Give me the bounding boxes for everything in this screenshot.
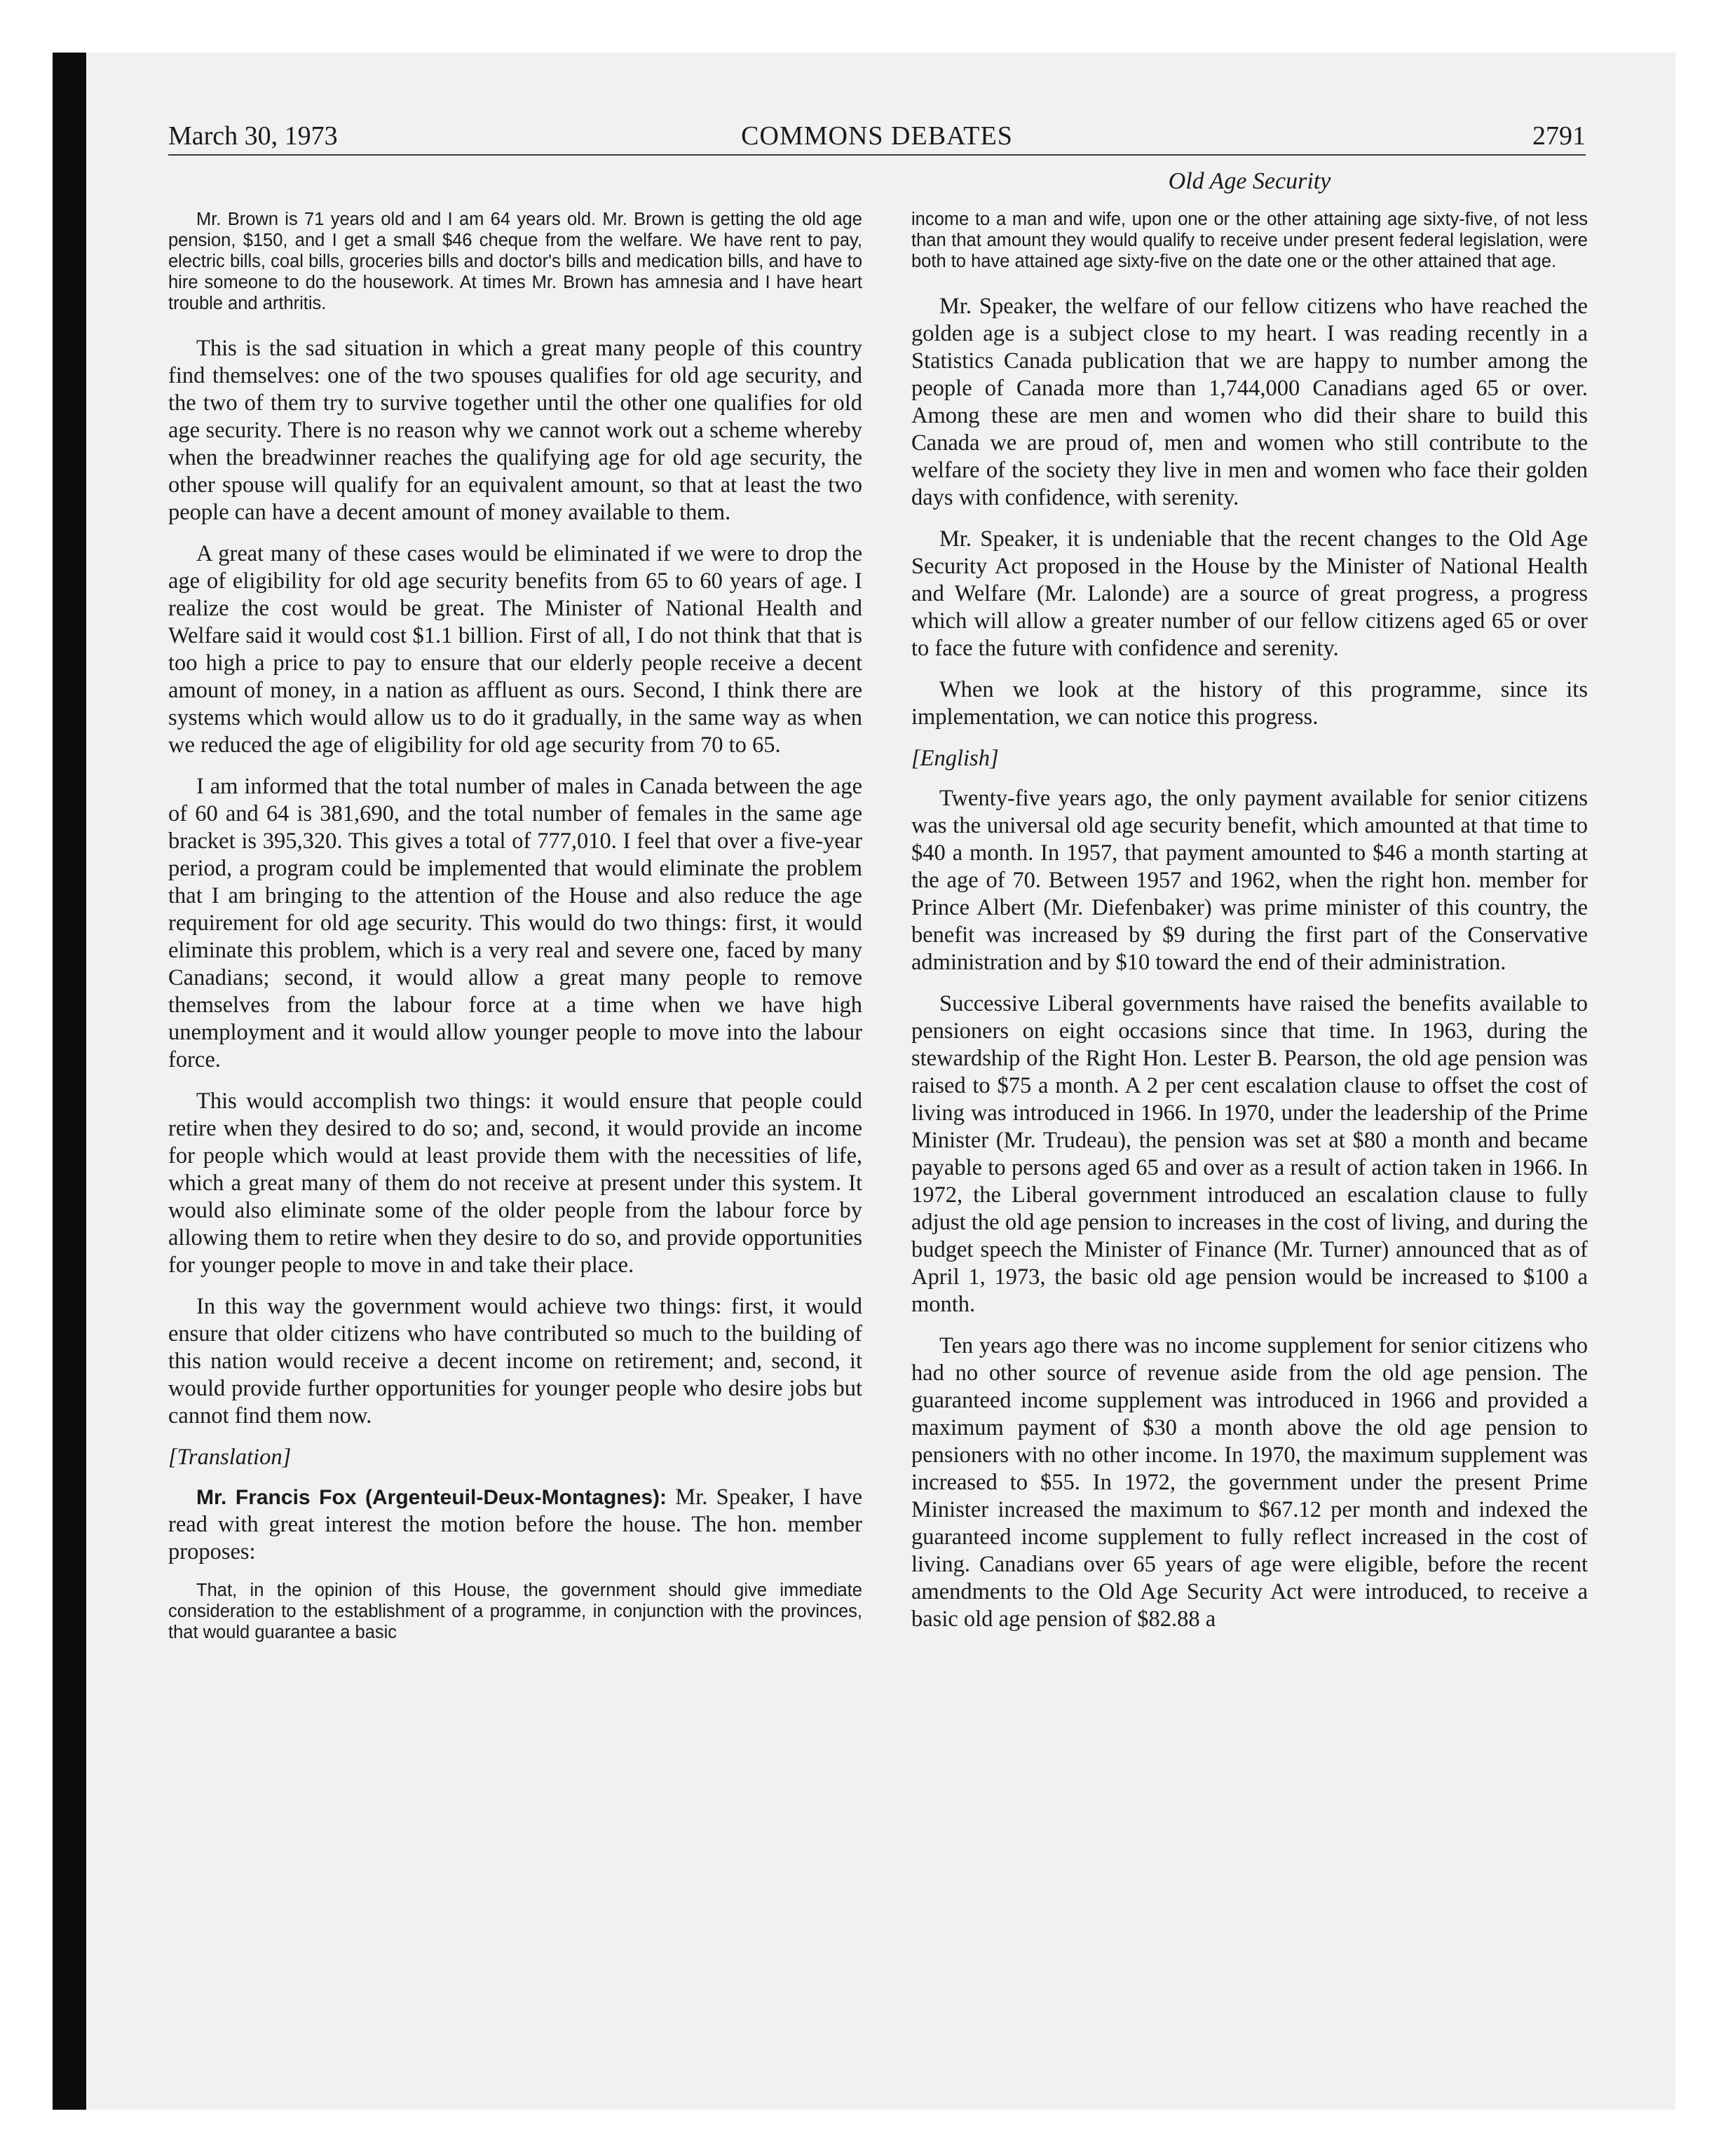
paragraph: Ten years ago there was no income supplement for senior citizens who had no other source of revenue aside from the old age pension. The guaranteed income supplement was introduced in 1966 and provided a maximum payment of $30 a month above the old age pension to pensioners with no other income. In 1970, the maximum supplement was increased to $55. In 1972, the government under the present Prime Minister increased the maximum to $67.12 per month and indexed the guaranteed income supplement to fully reflect increased in the cost of living. Canadians over 65 years of age were eligible, before the recent amendments to the Old Age Security Act were introduced, to receive a basic old age pension of $82.88 a: [911, 1333, 1588, 1632]
paragraph: Mr. Speaker, it is undeniable that the recent changes to the Old Age Security Act proposed in the House by the Minister of National Health and Welfare (Mr. Lalonde) are a source of great progress, a progress which will allow a greater number of our fellow citizens aged 65 or over to face the future with confidence and serenity.: [911, 526, 1588, 661]
paragraph: This would accomplish two things: it would ensure that people could retire when they desired to do so; and, second, it would provide an income for people which would at least provide them with the necessities of life, which a great many of them do not receive at present under this system. It would also eliminate some of the older people from the labour force by allowing them to retire when they desire to do so, and provide opportunities for younger people to move in and take their place.: [168, 1089, 862, 1278]
running-header: [168, 118, 1586, 156]
scan-edge-bar: [53, 53, 86, 2110]
paragraph: Successive Liberal governments have raised the benefits available to pensioners on eight occasions since that time. In 1963, during the stewardship of the Right Hon. Lester B. Pearson, the old age pension was raised to $75 a month. A 2 per cent escalation clause to offset the cost of living was introduced in 1966. In 1970, under the leadership of the Prime Minister (Mr. Trudeau), the pension was set at $80 a month and became payable to persons aged 65 and over as a result of action taken in 1966. In 1972, the Liberal government introduced an escalation clause to fully adjust the old age pension to increases in the cost of living, and during the budget speech the Minister of Finance (Mr. Turner) announced that as of April 1, 1973, the basic old age pension would be increased to $100 a month.: [911, 991, 1588, 1317]
header-date: March 30, 1973: [168, 121, 338, 151]
paragraph: This is the sad situation in which a great many people of this country find themselves: one of the two spouses qualifies for old age security, and the two of them try to survive together until the other one qualifies for old age security. There is no reason why we cannot work out a scheme whereby when the breadwinner reaches the qualifying age for old age security, the other spouse will qualify for an equivalent amount, so that at least the two people can have a decent amount of money available to them.: [168, 336, 862, 525]
paragraph: I am informed that the total number of males in Canada between the age of 60 and 64 is 381,690, and the total number of females in the same age bracket is 395,320. This gives a total of 777,010. I feel that over a five-year period, a program could be implemented that would eliminate the problem that I am bringing to the attention of the House and also reduce the age requirement for old age security. This would do two things: first, it would eliminate this problem, which is a very real and severe one, faced by many Canadians; second, it would allow a great many people to remove themselves from the labour force at a time when we have high unemployment and it would allow younger people to move into the labour force.: [168, 774, 862, 1072]
subject-heading: Old Age Security: [1168, 168, 1331, 194]
speaker-paragraph: [168, 1484, 862, 1566]
quoted-letter: Mr. Brown is 71 years old and I am 64 years old. Mr. Brown is getting the old age pension, $150, and I get a small $46 cheque from the welfare. We have rent to pay, electric bills, coal bills, groceries bills and doctor's bills and medication bills, and have to hire someone to do the housework. At times Mr. Brown has amnesia and I have heart trouble and arthritis.: [168, 210, 862, 313]
paragraph: Mr. Speaker, the welfare of our fellow citizens who have reached the golden age is a subject close to my heart. I was reading recently in a Statistics Canada publication that we are happy to number among the people of Canada more than 1,744,000 Canadians aged 65 or over. Among these are men and women who did their share to build this Canada we are proud of, men and women who still contribute to the welfare of the society they live in men and women who face their golden days with confidence, with serenity.: [911, 294, 1588, 510]
motion-quote: That, in the opinion of this House, the government should give immediate consideration to the establishment of a programme, in conjunction with the provinces, that would guarantee a basic: [168, 1581, 862, 1642]
left-column: [168, 209, 862, 1664]
paragraph: In this way the government would achieve two things: first, it would ensure that older citizens who have contributed so much to the building of this nation would receive a decent income on retirement; and, second, it would provide further opportunities for younger people who desire jobs but cannot find them now.: [168, 1294, 862, 1428]
language-marker: [English]: [911, 746, 999, 771]
motion-quote-continued: income to a man and wife, upon one or the other attaining age sixty-five, of not less than that amount they would qualify to receive under present federal legislation, were both to have attained age sixty-five on the date one or the other attained that age.: [911, 210, 1588, 271]
language-marker: [Translation]: [168, 1445, 292, 1470]
right-column: [911, 209, 1588, 1647]
paragraph: A great many of these cases would be eliminated if we were to drop the age of eligibility for old age security benefits from 65 to 60 years of age. I realize the cost would be great. The Minister of National Health and Welfare said it would cost $1.1 billion. First of all, I do not think that that is too high a price to pay to ensure that our elderly people receive a decent amount of money, in a nation as affluent as ours. Second, I think there are systems which would allow us to do it gradually, in the same way as when we reduced the age of eligibility for old age security from 70 to 65.: [168, 541, 862, 758]
paragraph: When we look at the history of this programme, since its implementation, we can notice this progress.: [911, 677, 1588, 730]
header-publication-title: COMMONS DEBATES: [741, 121, 1013, 151]
paragraph: Twenty-five years ago, the only payment available for senior citizens was the universal old age security benefit, which amounted at that time to $40 a month. In 1957, that payment amounted to $46 a month starting at the age of 70. Between 1957 and 1962, when the right hon. member for Prince Albert (Mr. Diefenbaker) was prime minister of this country, the benefit was increased by $9 during the first part of the Conservative administration and by $10 toward the end of their administration.: [911, 786, 1588, 975]
speaker-text: Mr. Speaker, I have read with great interest the motion before the house. The hon. member proposes:: [168, 1485, 862, 1564]
speaker-name: Mr. Francis Fox (Argenteuil-Deux-Montagnes):: [196, 1486, 667, 1509]
header-page-number: 2791: [1532, 121, 1586, 151]
